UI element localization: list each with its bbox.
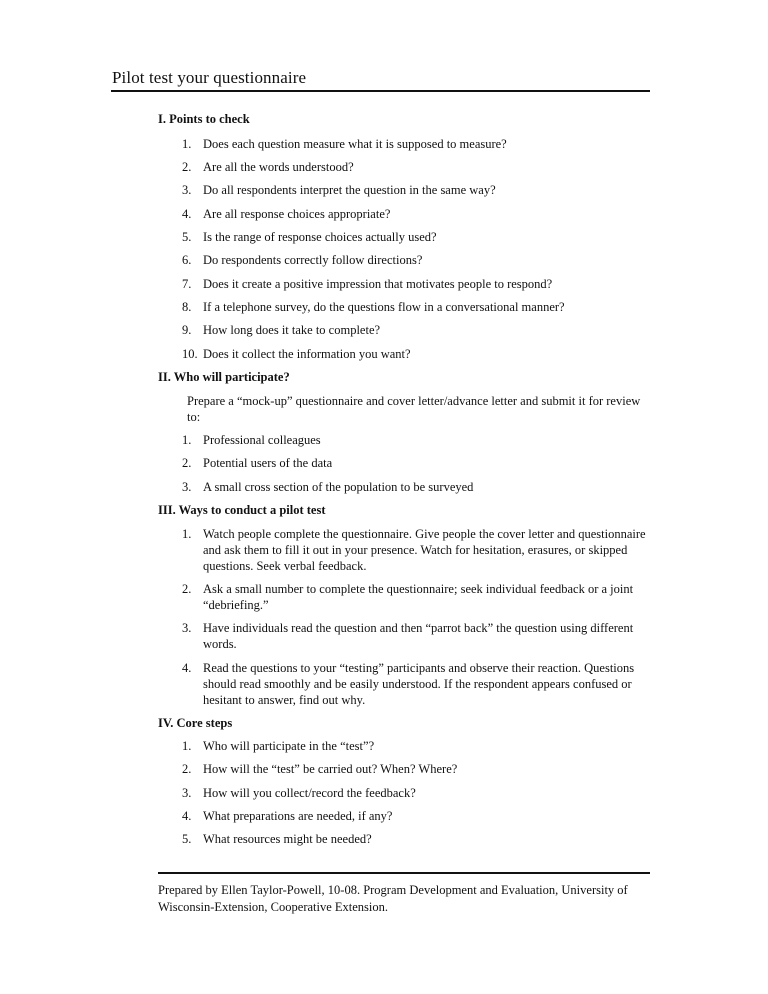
- section-heading-who-will-participate: II. Who will participate?: [158, 370, 290, 384]
- item-text: What resources might be needed?: [203, 832, 372, 846]
- item-text: Who will participate in the “test”?: [203, 739, 375, 753]
- list-item: [182, 661, 652, 708]
- item-text: Are all response choices appropriate?: [203, 207, 391, 221]
- item-text: How long does it take to complete?: [203, 323, 381, 337]
- item-text: How will the “test” be carried out? When? Where?: [203, 762, 458, 776]
- item-number: 2.: [182, 762, 192, 776]
- list-item: [182, 739, 652, 755]
- section-intro: Prepare a “mock-up” questionnaire and cover letter/advance letter and submit it for review to:: [187, 394, 641, 424]
- list-item: [182, 183, 652, 199]
- title-rule: [111, 90, 650, 92]
- list-item: [182, 456, 652, 472]
- item-number: 6.: [182, 253, 192, 267]
- page-title: Pilot test your questionnaire: [112, 68, 307, 87]
- list-item: [182, 347, 652, 363]
- item-text: Professional colleagues: [203, 433, 321, 447]
- item-text: How will you collect/record the feedback?: [203, 786, 416, 800]
- item-text: Potential users of the data: [203, 456, 333, 470]
- item-number: 1.: [182, 433, 192, 447]
- item-text: Have individuals read the question and then “parrot back” the question using different words.: [203, 621, 634, 651]
- item-text: Read the questions to your “testing” participants and observe their reaction. Questions should read smoothly and be easily understood. If the respondent appears confused or hesitant to answer, find out why.: [203, 661, 635, 707]
- section-heading-ways-to-conduct: III. Ways to conduct a pilot test: [158, 503, 326, 517]
- item-text: Do respondents correctly follow directions?: [203, 253, 423, 267]
- item-text: Does each question measure what it is supposed to measure?: [203, 137, 507, 151]
- item-number: 1.: [182, 739, 192, 753]
- list-item: [182, 137, 652, 153]
- list-item: [182, 300, 652, 316]
- item-text: Do all respondents interpret the question in the same way?: [203, 183, 496, 197]
- list-item: [182, 809, 652, 825]
- item-text: A small cross section of the population to be surveyed: [203, 480, 474, 494]
- list-item: [182, 527, 652, 574]
- list-item: [182, 582, 652, 614]
- item-text: What preparations are needed, if any?: [203, 809, 393, 823]
- item-text: If a telephone survey, do the questions flow in a conversational manner?: [203, 300, 565, 314]
- list-item: [182, 253, 652, 269]
- list-item: [182, 160, 652, 176]
- item-number: 3.: [182, 480, 192, 494]
- list-item: [182, 277, 652, 293]
- item-number: 8.: [182, 300, 192, 314]
- item-number: 4.: [182, 809, 192, 823]
- list-item: [182, 207, 652, 223]
- item-number: 5.: [182, 832, 192, 846]
- item-number: 3.: [182, 786, 192, 800]
- list-item: [182, 762, 652, 778]
- list-item: [182, 786, 652, 802]
- section-heading-points-to-check: I. Points to check: [158, 112, 250, 126]
- item-number: 5.: [182, 230, 192, 244]
- footer-rule: [158, 872, 650, 874]
- item-number: 2.: [182, 456, 192, 470]
- list-item: [182, 433, 652, 449]
- item-number: 3.: [182, 621, 192, 635]
- list-item: [182, 230, 652, 246]
- item-text: Does it create a positive impression that motivates people to respond?: [203, 277, 553, 291]
- item-text: Does it collect the information you want?: [203, 347, 411, 361]
- item-text: Is the range of response choices actually used?: [203, 230, 437, 244]
- item-number: 1.: [182, 137, 192, 151]
- item-text: Ask a small number to complete the questionnaire; seek individual feedback or a joint “debriefing.”: [203, 582, 634, 612]
- section-heading-core-steps: IV. Core steps: [158, 716, 233, 730]
- item-number: 4.: [182, 661, 192, 675]
- item-number: 9.: [182, 323, 192, 337]
- item-text: Are all the words understood?: [203, 160, 354, 174]
- list-item: [182, 480, 652, 496]
- item-number: 10.: [182, 347, 198, 361]
- footer-credit: Prepared by Ellen Taylor-Powell, 10-08. Program Development and Evaluation, University of Wisconsin-Extension, Cooperative Extension.: [158, 883, 628, 914]
- item-number: 2.: [182, 160, 192, 174]
- item-number: 4.: [182, 207, 192, 221]
- item-number: 2.: [182, 582, 192, 596]
- list-item: [182, 832, 652, 848]
- item-text: Watch people complete the questionnaire. Give people the cover letter and questionnaire and ask them to fill it out in your presence. Watch for hesitation, erasures, or skipped questions. Seek verbal feedback.: [203, 527, 646, 573]
- item-number: 3.: [182, 183, 192, 197]
- list-item: [182, 621, 652, 653]
- item-number: 1.: [182, 527, 192, 541]
- list-item: [182, 323, 652, 339]
- item-number: 7.: [182, 277, 192, 291]
